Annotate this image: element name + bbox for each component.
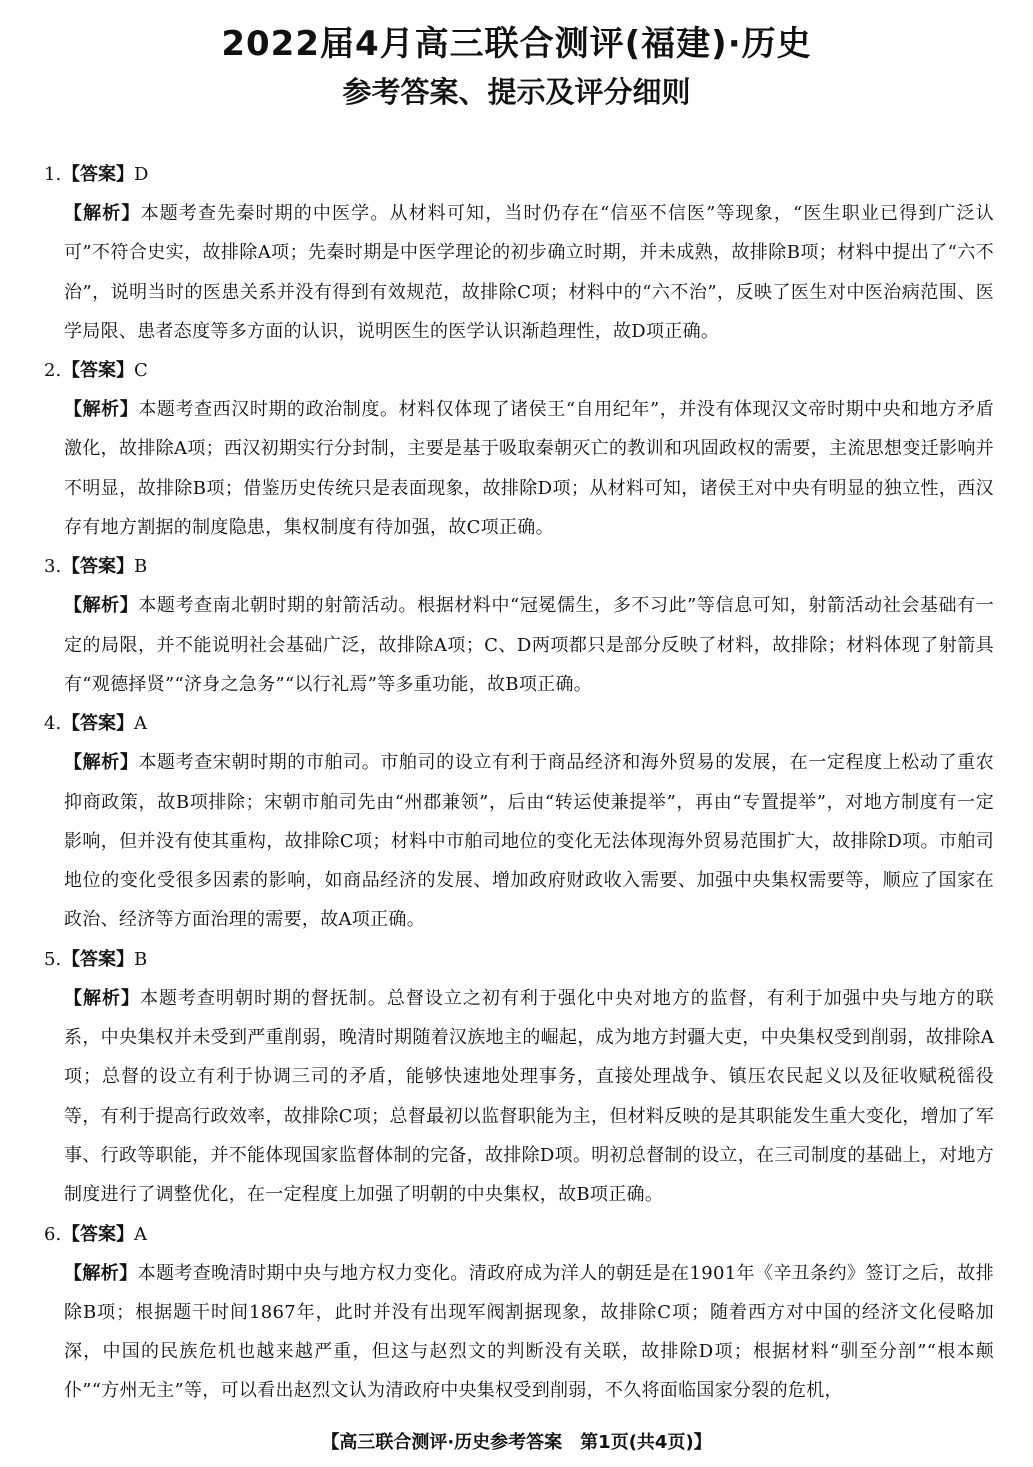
analysis-text: 本题考查西汉时期的政治制度。材料仅体现了诸侯王“自用纪年”，并没有体现汉文帝时期中央和地方矛盾激化，故排除A项；西汉初期实行分封制，主要是基于吸取秦朝灭亡的教训和巩固政权的需要，主流思想变迁影响并不明显，故排除B项；借鉴历史传统只是表面现象，故排除D项；从材料可知，诸侯王对中央有明显的独立性，西汉存有地方割据的制度隐患，集权制度有待加强，故C项正确。: [64, 399, 994, 539]
question-number: 5.: [44, 948, 62, 970]
answer-line: [44, 704, 994, 743]
question-number: 3.: [44, 556, 62, 578]
answer-line: [44, 940, 994, 979]
analysis-label: 【解析】: [64, 987, 140, 1009]
answer-value: C: [134, 360, 148, 382]
answer-value: A: [134, 713, 147, 735]
answer-label: 【答案】: [62, 360, 134, 382]
question-4: [44, 704, 994, 939]
question-number: 6.: [44, 1223, 62, 1245]
analysis-paragraph: [64, 194, 994, 351]
analysis-paragraph: [64, 390, 994, 547]
question-number: 4.: [44, 713, 62, 735]
analysis-paragraph: [64, 586, 994, 704]
answer-value: A: [134, 1223, 147, 1245]
answer-value: D: [134, 164, 149, 185]
question-3: [44, 547, 994, 704]
answer-line: [44, 351, 994, 390]
answer-line: [44, 155, 994, 194]
document-subtitle: 参考答案、提示及评分细则: [342, 75, 691, 109]
answer-list: [44, 155, 994, 1411]
analysis-text: 本题考查南北朝时期的射箭活动。根据材料中“冠冕儒生，多不习此”等信息可知，射箭活动社会基础有一定的局限，并不能说明社会基础广泛，故排除A项；C、D两项都只是部分反映了材料，故排除；材料体现了射箭具有“观德择贤”“济身之急务”“以行礼焉”等多重功能，故B项正确。: [64, 595, 994, 695]
analysis-text: 本题考查明朝时期的督抚制。总督设立之初有利于强化中央对地方的监督，有利于加强中央与地方的联系，中央集权并未受到严重削弱，晚清时期随着汉族地主的崛起，成为地方封疆大吏，中央集权受到削弱，故排除A项；总督的设立有利于协调三司的矛盾，能够快速地处理事务，直接处理战争、镇压农民起义以及征收赋税徭役等，有利于提高行政效率，故排除C项；总督最初以监督职能为主，但材料反映的是其职能发生重大变化，增加了军事、行政等职能，并不能体现国家监督体制的完备，故排除D项。明初总督制的设立，在三司制度的基础上，对地方制度进行了调整优化，在一定程度上加强了明朝的中央集权，故B项正确。: [64, 987, 995, 1206]
answer-label: 【答案】: [62, 556, 134, 578]
question-5: [44, 940, 994, 1215]
question-6: [44, 1215, 994, 1411]
analysis-paragraph: [64, 743, 994, 939]
answer-line: [44, 1215, 994, 1254]
question-number: 2.: [44, 360, 62, 382]
analysis-paragraph: [64, 1254, 994, 1411]
answer-value: B: [134, 556, 148, 578]
answer-value: B: [134, 948, 148, 970]
answer-label: 【答案】: [62, 948, 134, 970]
analysis-label: 【解析】: [64, 399, 139, 421]
answer-line: [44, 547, 994, 586]
analysis-label: 【解析】: [64, 752, 139, 774]
question-number: 1.: [44, 164, 62, 185]
page-footer: 【高三联合测评·历史参考答案 第1页(共4页)】: [321, 1432, 712, 1453]
answer-label: 【答案】: [62, 1223, 134, 1245]
analysis-label: 【解析】: [64, 1262, 138, 1284]
question-2: [44, 351, 994, 547]
analysis-text: 本题考查先秦时期的中医学。从材料可知，当时仍存在“信巫不信医”等现象，“医生职业已得到广泛认可”不符合史实，故排除A项；先秦时期是中医学理论的初步确立时期，并未成熟，故排除B项；材料中提出了“六不治”，说明当时的医患关系并没有得到有效规范，故排除C项；材料中的“六不治”，反映了医生对中医治病范围、医学局限、患者态度等多方面的认识，说明医生的医学认识渐趋理性，故D项正确。: [64, 203, 995, 342]
analysis-label: 【解析】: [64, 203, 141, 224]
analysis-paragraph: [64, 979, 994, 1215]
answer-label: 【答案】: [62, 164, 134, 185]
document-title: 2022届4月高三联合测评(福建)·历史: [221, 24, 812, 64]
analysis-text: 本题考查晚清时期中央与地方权力变化。清政府成为洋人的朝廷是在1901年《辛丑条约》签订之后，故排除B项；根据题干时间1867年，此时并没有出现军阀割据现象，故排除C项；随着西方对中国的经济文化侵略加深，中国的民族危机也越来越严重，但这与赵烈文的判断没有关联，故排除D项；根据材料“驯至分剖”“根本颠仆”“方州无主”等，可以看出赵烈文认为清政府中央集权受到削弱，不久将面临国家分裂的危机，: [64, 1262, 994, 1402]
answer-label: 【答案】: [62, 713, 134, 735]
analysis-text: 本题考查宋朝时期的市舶司。市舶司的设立有利于商品经济和海外贸易的发展，在一定程度上松动了重农抑商政策，故B项排除；宋朝市舶司先由“州郡兼领”，后由“转运使兼提举”，再由“专置提举”，对地方制度有一定影响，但并没有使其重构，故排除C项；材料中市舶司地位的变化无法体现海外贸易范围扩大，故排除D项。市舶司地位的变化受很多因素的影响，如商品经济的发展、增加政府财政收入需要、加强中央集权需要等，顺应了国家在政治、经济等方面治理的需要，故A项正确。: [64, 752, 995, 931]
question-1: [44, 155, 994, 351]
analysis-label: 【解析】: [64, 595, 139, 617]
